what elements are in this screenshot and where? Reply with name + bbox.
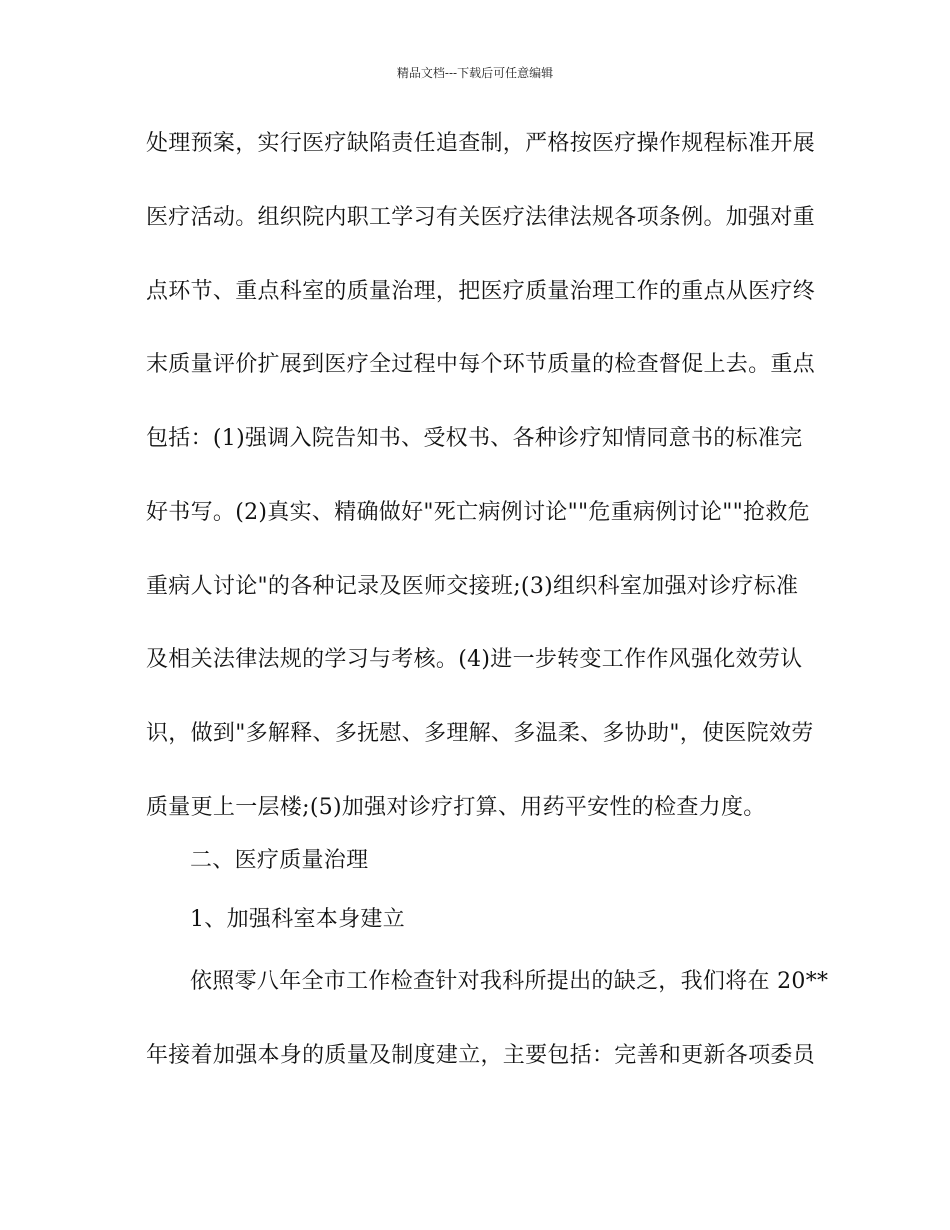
paragraph-line: 重病人讨论"的各种记录及医师交接班;(3)组织科室加强对诊疗标准 — [146, 574, 799, 599]
paragraph-line: 识，做到"多解释、多抚慰、多理解、多温柔、多协助"，使医院效劳 — [146, 721, 814, 746]
subsection-heading: 1、加强科室本身建立 — [190, 907, 405, 932]
paragraph-line: 点环节、重点科室的质量治理，把医疗质量治理工作的重点从医疗终 — [146, 279, 816, 304]
paragraph-line: 末质量评价扩展到医疗全过程中每个环节质量的检查督促上去。重点 — [146, 352, 816, 377]
paragraph-line: 包括：(1)强调入院告知书、受权书、各种诊疗知情同意书的标准完 — [146, 426, 803, 451]
page-header: 精品文档---下载后可任意编辑 — [396, 66, 554, 80]
paragraph-line: 好书写。(2)真实、精确做好"死亡病例讨论""危重病例讨论""抢救危 — [146, 500, 810, 525]
section-heading: 二、医疗质量治理 — [190, 848, 369, 873]
paragraph-line: 质量更上一层楼;(5)加强对诊疗打算、用药平安性的检查力度。 — [146, 795, 766, 820]
paragraph-line: 依照零八年全市工作检查针对我科所提出的缺乏，我们将在 20** — [190, 969, 829, 994]
paragraph-line: 年接着加强本身的质量及制度建立，主要包括：完善和更新各项委员 — [146, 1043, 816, 1068]
paragraph-line: 医疗活动。组织院内职工学习有关医疗法律法规各项条例。加强对重 — [146, 205, 816, 230]
paragraph-line: 及相关法律法规的学习与考核。(4)进一步转变工作作风强化效劳认 — [146, 647, 803, 672]
paragraph-line: 处理预案，实行医疗缺陷责任追查制，严格按医疗操作规程标准开展 — [146, 131, 816, 156]
